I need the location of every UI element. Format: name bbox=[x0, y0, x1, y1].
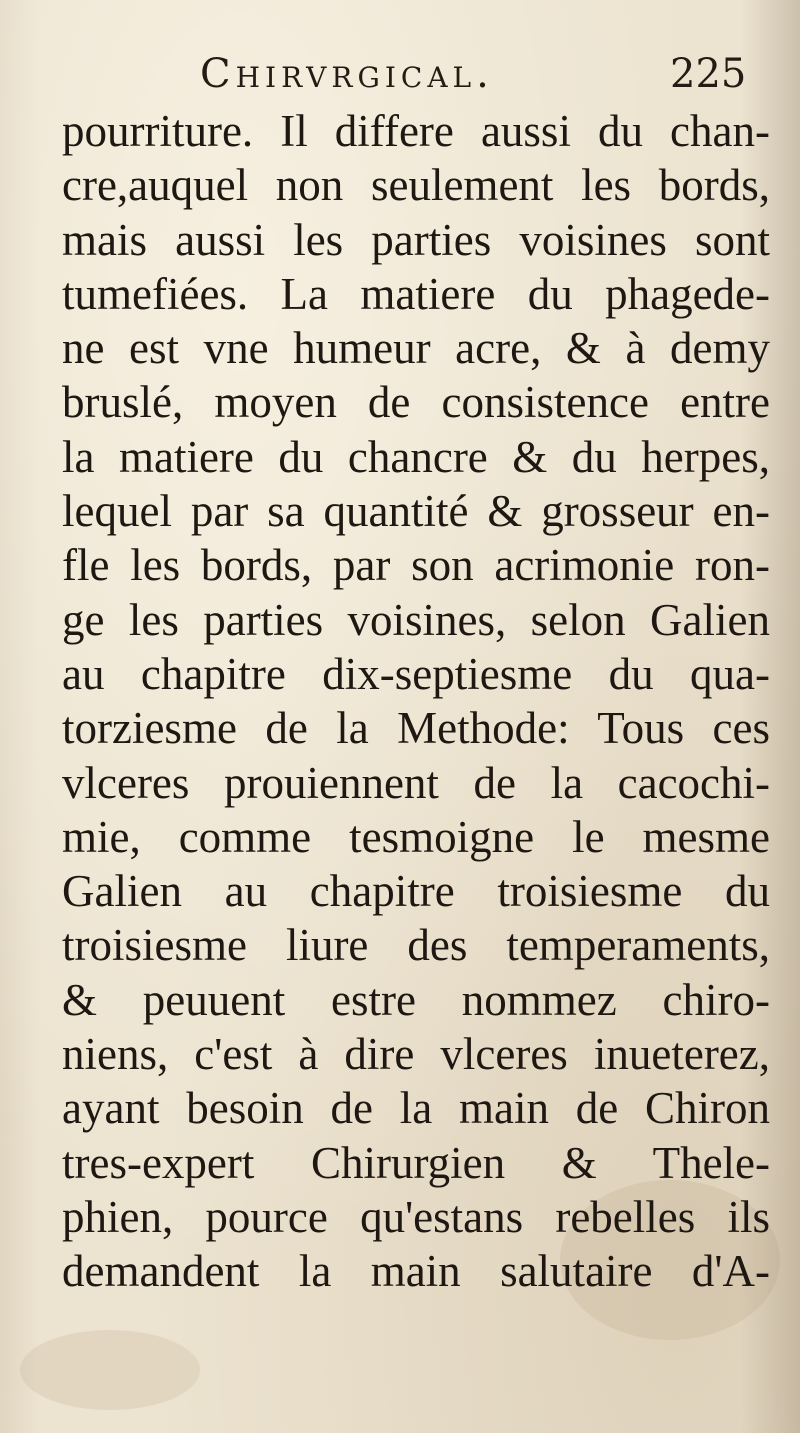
text-line: tumefiées. La matiere du phagede- bbox=[62, 268, 770, 319]
text-line: demandent la main salutaire d'A- bbox=[62, 1246, 770, 1297]
text-line: troisiesme liure des temperaments, bbox=[62, 920, 770, 971]
paper-stain bbox=[20, 1330, 200, 1410]
running-head: Chirvrgical. bbox=[200, 51, 494, 97]
page-header bbox=[0, 44, 800, 104]
text-line: & peuuent estre nommez chiro- bbox=[62, 974, 770, 1025]
text-line: pourriture. Il differe aussi du chan- bbox=[62, 106, 770, 156]
text-line: ge les parties voisines, selon Galien bbox=[62, 594, 770, 645]
text-line: ne est vne humeur acre, & à demy bbox=[62, 323, 770, 374]
text-line: niens, c'est à dire vlceres inueterez, bbox=[62, 1029, 770, 1080]
text-line: fle les bords, par son acrimonie ron- bbox=[62, 540, 770, 591]
text-line: tres-expert Chirurgien & Thele- bbox=[62, 1137, 770, 1188]
text-line: vlceres prouiennent de la cacochi- bbox=[62, 757, 770, 808]
text-line: au chapitre dix-septiesme du qua- bbox=[62, 648, 770, 699]
text-line: la matiere du chancre & du herpes, bbox=[62, 431, 770, 482]
text-line: torziesme de la Methode: Tous ces bbox=[62, 703, 770, 754]
text-line: mais aussi les parties voisines sont bbox=[62, 214, 770, 265]
text-line: Galien au chapitre troisiesme du bbox=[62, 866, 770, 917]
text-line: phien, pource qu'estans rebelles ils bbox=[62, 1191, 770, 1242]
text-line: bruslé, moyen de consistence entre bbox=[62, 377, 770, 428]
text-line: cre,auquel non seulement les bords, bbox=[62, 160, 770, 211]
text-line: ayant besoin de la main de Chiron bbox=[62, 1083, 770, 1134]
text-line: mie, comme tesmoigne le mesme bbox=[62, 811, 770, 862]
body-text bbox=[62, 104, 770, 1299]
page-number: 225 bbox=[670, 51, 747, 97]
text-line: lequel par sa quantité & grosseur en- bbox=[62, 486, 770, 537]
